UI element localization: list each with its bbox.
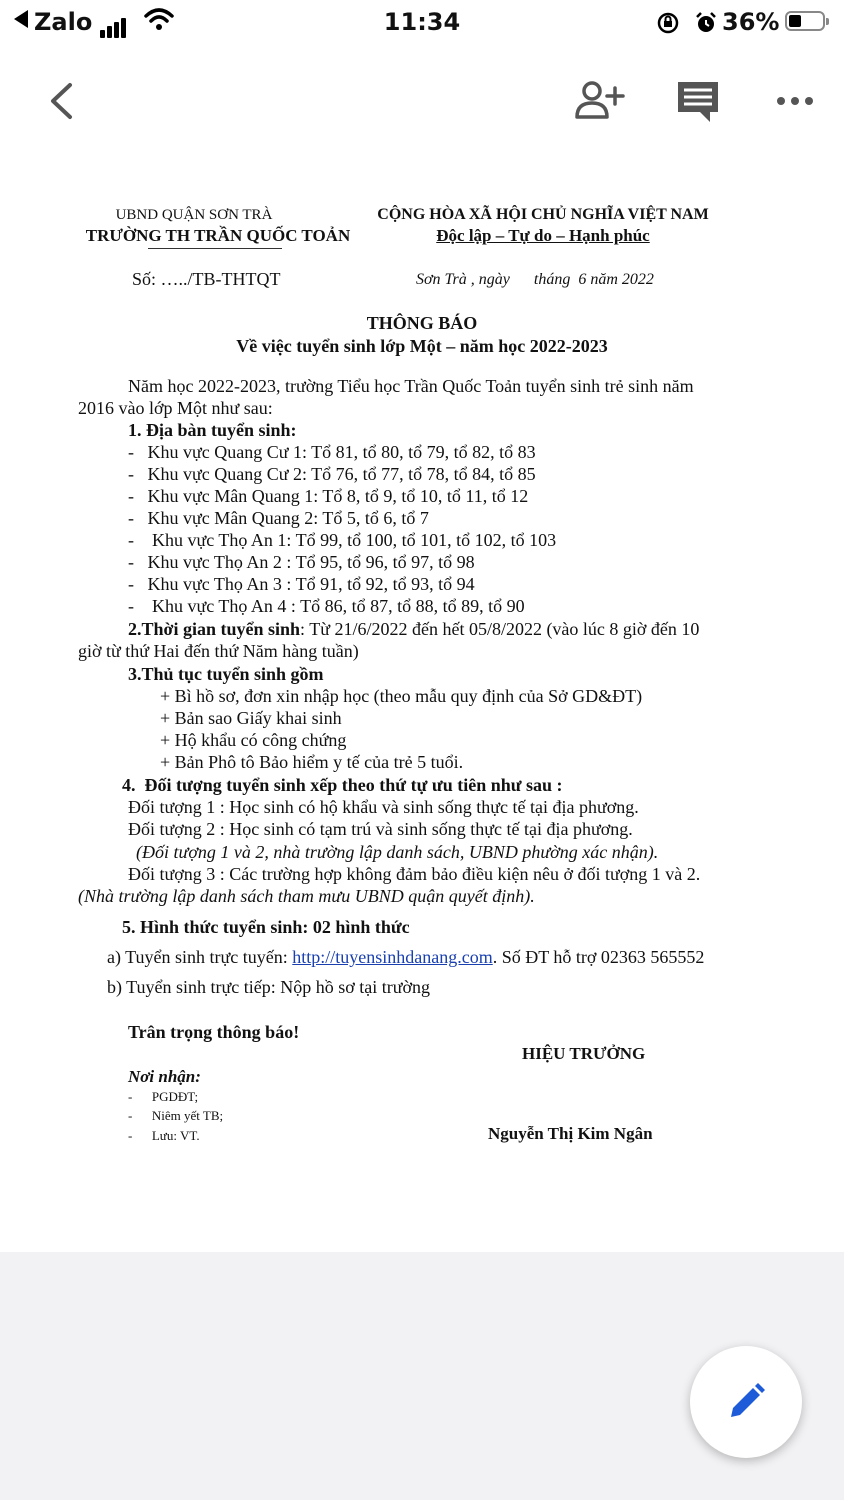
area-item: - Khu vực Thọ An 4 : Tổ 86, tổ 87, tổ 88, tổ 89, tổ 90	[128, 596, 525, 616]
objective-note: (Đối tượng 1 và 2, nhà trường lập danh sách, UBND phường xác nhận).	[136, 842, 659, 862]
registration-link[interactable]: http://tuyensinhdanang.com	[292, 947, 493, 967]
area-item: - Khu vực Thọ An 3 : Tổ 91, tổ 92, tổ 93, tổ 94	[128, 574, 475, 594]
intro-line-1: Năm học 2022-2023, trường Tiểu học Trần Quốc Toản tuyển sinh trẻ sinh năm	[128, 376, 694, 396]
back-chevron-icon[interactable]	[46, 82, 76, 120]
country-motto: Độc lập – Tự do – Hạnh phúc	[436, 226, 650, 245]
objective-3-note: (Nhà trường lập danh sách tham mưu UBND quận quyết định).	[78, 886, 535, 906]
area-item: - Khu vực Quang Cư 2: Tổ 76, tổ 77, tổ 78, tổ 84, tổ 85	[128, 464, 536, 484]
area-item: - Khu vực Mân Quang 2: Tổ 5, tổ 6, tổ 7	[128, 508, 429, 528]
back-app-label: Zalo	[34, 8, 93, 36]
document-subtitle: Về việc tuyển sinh lớp Một – năm học 2022-2023	[236, 336, 608, 356]
procedure-item: + Hộ khẩu có công chứng	[160, 730, 347, 750]
area-item: - Khu vực Quang Cư 1: Tổ 81, tổ 80, tổ 79, tổ 82, tổ 83	[128, 442, 536, 462]
status-time: 11:34	[383, 8, 461, 36]
section-4-heading: 4. Đối tượng tuyển sinh xếp theo thứ tự ưu tiên như sau :	[122, 775, 563, 795]
comment-icon[interactable]	[676, 80, 720, 124]
area-item: - Khu vực Thọ An 2 : Tổ 95, tổ 96, tổ 97, tổ 98	[128, 552, 475, 572]
recipients-label: Nơi nhận:	[128, 1067, 201, 1086]
principal-title: HIỆU TRƯỞNG	[522, 1044, 646, 1063]
document-title: THÔNG BÁO	[366, 313, 478, 333]
section-5-heading: 5. Hình thức tuyển sinh: 02 hình thức	[122, 917, 410, 937]
toolbar	[0, 44, 844, 156]
recipient-item: - Niêm yết TB;	[128, 1108, 224, 1123]
principal-name: Nguyễn Thị Kim Ngân	[488, 1124, 653, 1143]
recipient-item: - Lưu: VT.	[128, 1128, 200, 1143]
document-page	[0, 156, 844, 1252]
country-name: CỘNG HÒA XÃ HỘI CHỦ NGHĨA VIỆT NAM	[377, 206, 709, 223]
section-5b: b) Tuyển sinh trực tiếp: Nộp hồ sơ tại trường	[107, 977, 431, 997]
objective-3: Đối tượng 3 : Các trường hợp không đảm bảo điều kiện nêu ở đối tượng 1 và 2.	[128, 864, 701, 884]
area-item: - Khu vực Mân Quang 1: Tổ 8, tổ 9, tổ 10, tổ 11, tổ 12	[128, 486, 529, 506]
objective-1: Đối tượng 1 : Học sinh có hộ khẩu và sinh sống thực tế tại địa phương.	[128, 797, 639, 817]
intro-line-2: 2016 vào lớp Một như sau:	[78, 398, 273, 418]
section-2-line-2: giờ từ thứ Hai đến thứ Năm hàng tuần)	[78, 641, 359, 661]
pencil-edit-icon	[726, 1382, 766, 1422]
place-date: Sơn Trà , ngày tháng 6 năm 2022	[416, 271, 654, 288]
closing-text: Trân trọng thông báo!	[128, 1022, 300, 1042]
alarm-icon	[694, 11, 718, 35]
battery-icon	[785, 11, 825, 31]
school-name: TRƯỜNG TH TRẦN QUỐC TOẢN	[85, 226, 351, 245]
procedure-item: + Bản Phô tô Bảo hiểm y tế của trẻ 5 tuổi.	[160, 752, 464, 772]
header-left-divider	[148, 248, 282, 249]
battery-percentage: 36%	[722, 8, 780, 36]
document-number: Số: …../TB-THTQT	[132, 269, 281, 289]
section-1-heading: 1. Địa bàn tuyển sinh:	[128, 420, 297, 440]
orientation-lock-icon	[656, 11, 680, 35]
recipient-item: - PGDĐT;	[128, 1089, 199, 1104]
add-person-icon[interactable]	[574, 80, 626, 120]
section-2-line-1: 2.Thời gian tuyển sinh: Từ 21/6/2022 đến hết 05/8/2022 (vào lúc 8 giờ đến 10	[128, 619, 700, 639]
procedure-item: + Bản sao Giấy khai sinh	[160, 708, 342, 728]
section-3-heading: 3.Thủ tục tuyển sinh gồm	[128, 664, 324, 684]
procedure-item: + Bì hồ sơ, đơn xin nhập học (theo mẫu quy định của Sở GD&ĐT)	[160, 686, 643, 706]
area-item: - Khu vực Thọ An 1: Tổ 99, tổ 100, tổ 101, tổ 102, tổ 103	[128, 530, 557, 550]
section-5a: a) Tuyển sinh trực tuyến: http://tuyensinhdanang.com. Số ĐT hỗ trợ 02363 565552	[107, 947, 705, 967]
objective-2: Đối tượng 2 : Học sinh có tạm trú và sinh sống thực tế tại địa phương.	[128, 819, 633, 839]
status-bar	[0, 0, 844, 44]
more-options-icon[interactable]	[776, 96, 814, 106]
edit-button[interactable]	[690, 1346, 802, 1458]
agency-name: UBND QUẬN SƠN TRÀ	[115, 207, 273, 223]
